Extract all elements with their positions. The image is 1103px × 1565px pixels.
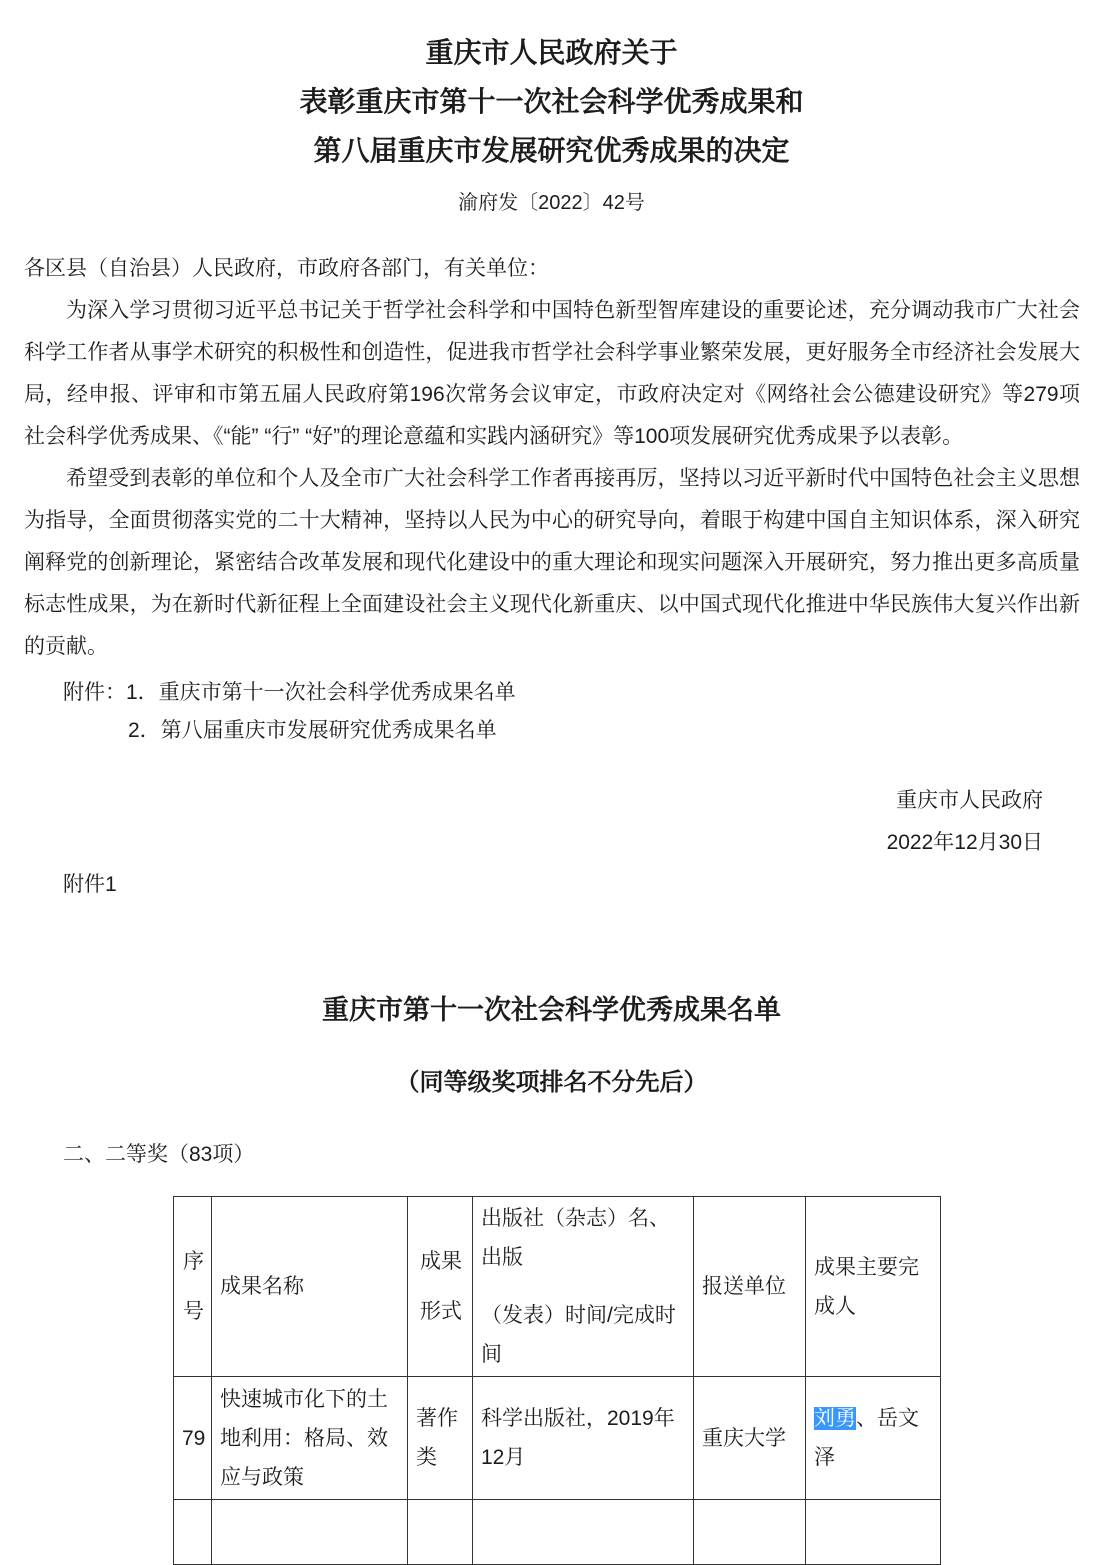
body-paragraph-1: 为深入学习贯彻习近平总书记关于哲学社会科学和中国特色新型智库建设的重要论述，充分调动我市广大社会科学工作者从事学术研究的积极性和创造性，促进我市哲学社会科学事业繁荣发展，更好服务全市经济社会发展大局，经申报、评审和市第五届人民政府第196次常务会议审定，市政府决定对《网络社会公德建设研究》等279项社会科学优秀成果、《“能” “行” “好”的理论意蕴和实践内涵研究》等100项发展研究优秀成果予以表彰。: [24, 299, 1080, 448]
header-cell-form: [408, 1197, 473, 1377]
header-cell-authors: 成果主要完成人: [806, 1197, 941, 1377]
header-form-stack: [416, 1237, 466, 1337]
awards-table: [173, 1196, 941, 1565]
body-paragraph-2: 希望受到表彰的单位和个人及全市广大社会科学工作者再接再厉，坚持以习近平新时代中国特色社会主义思想为指导，全面贯彻落实党的二十大精神，坚持以人民为中心的研究导向，着眼于构建中国自主知识体系，深入研究阐释党的创新理论，紧密结合改革发展和现代化建设中的重大理论和现实问题深入开展研究，努力推出更多高质量标志性成果，为在新时代新征程上全面建设社会主义现代化新重庆、以中国式现代化推进中华民族伟大复兴作出新的贡献。: [24, 467, 1080, 658]
cell-unit: 重庆大学: [694, 1377, 806, 1500]
cell-index: 79: [174, 1377, 212, 1500]
attachments-label: 附件：: [63, 681, 126, 704]
authors-rest: 、岳文泽: [814, 1407, 919, 1469]
table-row-partial: [174, 1500, 941, 1565]
doc-body: [24, 248, 1080, 668]
header-cell-unit: 报送单位: [694, 1197, 806, 1377]
attachment-item-1: 1．重庆市第十一次社会科学优秀成果名单: [126, 681, 516, 704]
doc-title-line-2: 表彰重庆市第十一次社会科学优秀成果和: [299, 86, 804, 117]
header-index-line-1: 序: [183, 1249, 204, 1273]
header-form-line-1: 成果: [420, 1249, 462, 1273]
section-heading: 二、二等奖（83项）: [63, 1143, 255, 1166]
header-form-line-2: 形式: [420, 1299, 462, 1323]
table-header-row: [174, 1197, 941, 1377]
doc-title: [0, 28, 1103, 175]
doc-title-line-3: 第八届重庆市发展研究优秀成果的决定: [313, 135, 790, 166]
attachments-line-2: [128, 714, 497, 744]
selected-text: 刘勇: [814, 1407, 856, 1430]
cell-authors: [806, 1377, 941, 1500]
cell-publisher: 科学出版社，2019年12月: [473, 1377, 694, 1500]
table-row: [174, 1377, 941, 1500]
issuer-signature: 重庆市人民政府: [896, 789, 1043, 812]
header-publisher-para-1: 出版社（杂志）名、出版: [481, 1207, 670, 1269]
header-cell-name: 成果名称: [212, 1197, 408, 1377]
header-index-stack: [182, 1237, 205, 1337]
attachment-item-2: 2．第八届重庆市发展研究优秀成果名单: [128, 719, 497, 742]
cell-name: 快速城市化下的土地利用：格局、效应与政策: [212, 1377, 408, 1500]
attachments-line-1: [63, 676, 516, 706]
header-index-line-2: 号: [183, 1299, 204, 1323]
doc-title-line-1: 重庆市人民政府关于: [425, 37, 678, 68]
header-cell-publisher: [473, 1197, 694, 1377]
annex-subtitle: （同等级奖项排名不分先后）: [395, 1069, 708, 1096]
header-publisher-para-2: （发表）时间/完成时间: [481, 1304, 676, 1366]
annex-label: 附件1: [63, 873, 117, 896]
header-cell-index: [174, 1197, 212, 1377]
issue-date: 2022年12月30日: [886, 831, 1043, 854]
cell-form: 著作类: [408, 1377, 473, 1500]
doc-number: 渝府发〔2022〕42号: [458, 192, 645, 214]
annex-title: 重庆市第十一次社会科学优秀成果名单: [322, 995, 781, 1025]
salutation: 各区县（自治县）人民政府，市政府各部门，有关单位：: [24, 257, 549, 280]
